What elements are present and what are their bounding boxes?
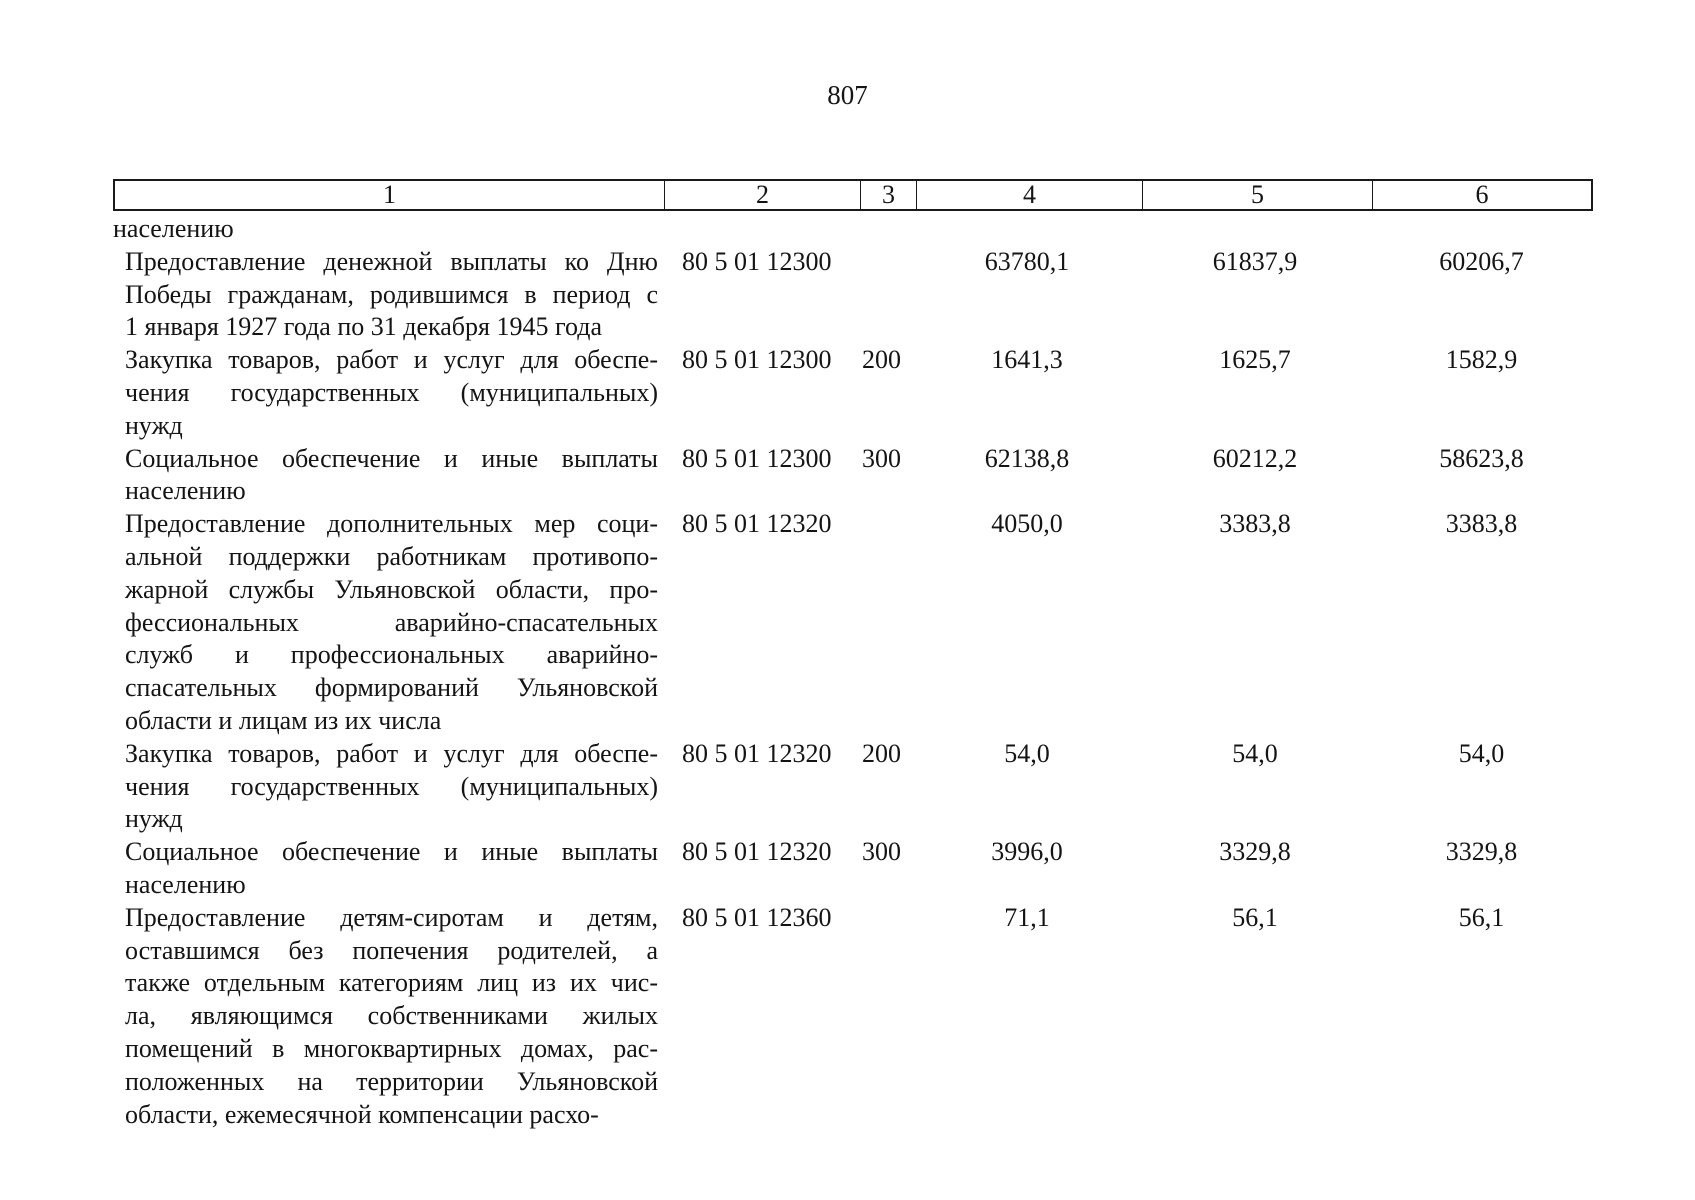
row-value-col-5 xyxy=(1140,213,1370,246)
row-type: 300 xyxy=(862,837,901,867)
row-type xyxy=(858,508,914,738)
row-code: 80 5 01 12300 xyxy=(682,443,832,473)
table-row xyxy=(113,344,1593,442)
row-value-col-6: 56,1 xyxy=(1458,902,1505,932)
row-description xyxy=(113,508,658,738)
row-value-col-6: 3329,8 xyxy=(1445,837,1518,867)
description-line: населению xyxy=(125,869,246,899)
description-line: Предоставление денежной выплаты ко Дню xyxy=(125,246,658,276)
row-code: 80 5 01 12320 xyxy=(682,509,832,539)
description-line: области, ежемесячной компенсации расхо- xyxy=(125,1099,599,1129)
row-value-col-6 xyxy=(1370,213,1593,246)
row-type xyxy=(858,213,914,246)
description-line: области и лицам из их числа xyxy=(125,705,442,735)
row-type: 200 xyxy=(862,345,901,375)
row-type: 200 xyxy=(862,738,901,768)
row-code: 80 5 01 12300 xyxy=(682,345,832,375)
description-line: фессиональных аварийно-спасательных xyxy=(125,607,658,637)
table-body xyxy=(113,213,1593,1131)
header-col-4: 4 xyxy=(917,181,1143,209)
row-description xyxy=(113,443,658,509)
row-value-col-6: 58623,8 xyxy=(1439,443,1524,473)
table-row xyxy=(113,246,1593,344)
row-value-col-5: 3329,8 xyxy=(1219,837,1291,867)
row-value-col-5: 3383,8 xyxy=(1219,509,1291,539)
description-line: также отдельным категориям лиц из их чис- xyxy=(125,968,658,998)
header-col-5: 5 xyxy=(1143,181,1373,209)
description-line: Предоставление дополнительных мер соци- xyxy=(125,509,658,539)
description-line: альной поддержки работникам противопо- xyxy=(125,541,658,571)
row-value-col-5: 60212,2 xyxy=(1212,443,1298,473)
description-line: жарной службы Ульяновской области, про- xyxy=(125,574,658,604)
header-col-2: 2 xyxy=(665,181,861,209)
header-col-6: 6 xyxy=(1475,180,1489,209)
description-line: 1 января 1927 года по 31 декабря 1945 года xyxy=(125,312,603,342)
row-code: 80 5 01 12300 xyxy=(682,246,832,276)
table-header xyxy=(113,179,1593,211)
row-description xyxy=(113,738,658,836)
row-value-col-4: 4050,0 xyxy=(991,509,1063,539)
description-line: помещений в многоквартирных домах, рас- xyxy=(125,1033,658,1063)
description-line: спасательных формирований Ульяновской xyxy=(125,673,658,703)
row-type xyxy=(858,246,914,344)
description-line: чения государственных (муниципальных) xyxy=(125,771,658,801)
table-row xyxy=(113,738,1593,836)
row-value-col-4: 54,0 xyxy=(1004,738,1050,768)
row-value-col-5: 56,1 xyxy=(1232,902,1278,932)
row-value-col-6: 60206,7 xyxy=(1439,246,1524,276)
row-value-col-5: 1625,7 xyxy=(1219,345,1291,375)
description-line: Закупка товаров, работ и услуг для обеспе- xyxy=(125,345,658,375)
row-value-col-4: 62138,8 xyxy=(984,443,1070,473)
row-description xyxy=(113,246,658,344)
header-col-1: 1 xyxy=(115,181,665,209)
row-description xyxy=(113,902,658,1132)
row-description xyxy=(113,836,658,902)
table-row xyxy=(113,443,1593,509)
row-value-col-5: 54,0 xyxy=(1232,738,1278,768)
description-line: служб и профессиональных аварийно- xyxy=(125,640,658,670)
row-code: 80 5 01 12360 xyxy=(682,902,832,932)
description-line: населению xyxy=(113,214,234,243)
table-row xyxy=(113,213,1593,246)
page-number: 807 xyxy=(827,80,868,110)
table-row xyxy=(113,508,1593,738)
description-line: оставшимся без попечения родителей, а xyxy=(125,935,658,965)
row-description xyxy=(113,344,658,442)
description-line: Социальное обеспечение и иные выплаты xyxy=(125,443,658,473)
description-line: нужд xyxy=(125,804,183,834)
row-code: 80 5 01 12320 xyxy=(682,738,832,768)
row-code xyxy=(658,213,858,246)
row-value-col-6: 54,0 xyxy=(1458,738,1505,768)
row-value-col-4: 71,1 xyxy=(1004,902,1050,932)
row-code: 80 5 01 12320 xyxy=(682,837,832,867)
description-line: Победы гражданам, родившимся в период с xyxy=(125,279,658,309)
row-description xyxy=(113,213,658,246)
description-line: нужд xyxy=(125,410,183,440)
description-line: Закупка товаров, работ и услуг для обеспе- xyxy=(125,738,658,768)
row-value-col-6: 1582,9 xyxy=(1445,345,1518,375)
description-line: положенных на территории Ульяновской xyxy=(125,1066,658,1096)
description-line: чения государственных (муниципальных) xyxy=(125,377,658,407)
header-col-3: 3 xyxy=(861,181,917,209)
table-row xyxy=(113,902,1593,1132)
table-row xyxy=(113,836,1593,902)
description-line: Социальное обеспечение и иные выплаты xyxy=(125,837,658,867)
row-value-col-4: 63780,1 xyxy=(984,246,1070,276)
row-type: 300 xyxy=(862,443,901,473)
row-value-col-4: 1641,3 xyxy=(991,345,1063,375)
description-line: населению xyxy=(125,476,246,506)
row-value-col-4 xyxy=(914,213,1140,246)
description-line: ла, являющимся собственниками жилых xyxy=(125,1001,658,1031)
row-value-col-4: 3996,0 xyxy=(991,837,1063,867)
row-value-col-6: 3383,8 xyxy=(1445,509,1518,539)
row-value-col-5: 61837,9 xyxy=(1212,246,1298,276)
row-type xyxy=(858,902,914,1132)
description-line: Предоставление детям-сиротам и детям, xyxy=(125,902,658,932)
